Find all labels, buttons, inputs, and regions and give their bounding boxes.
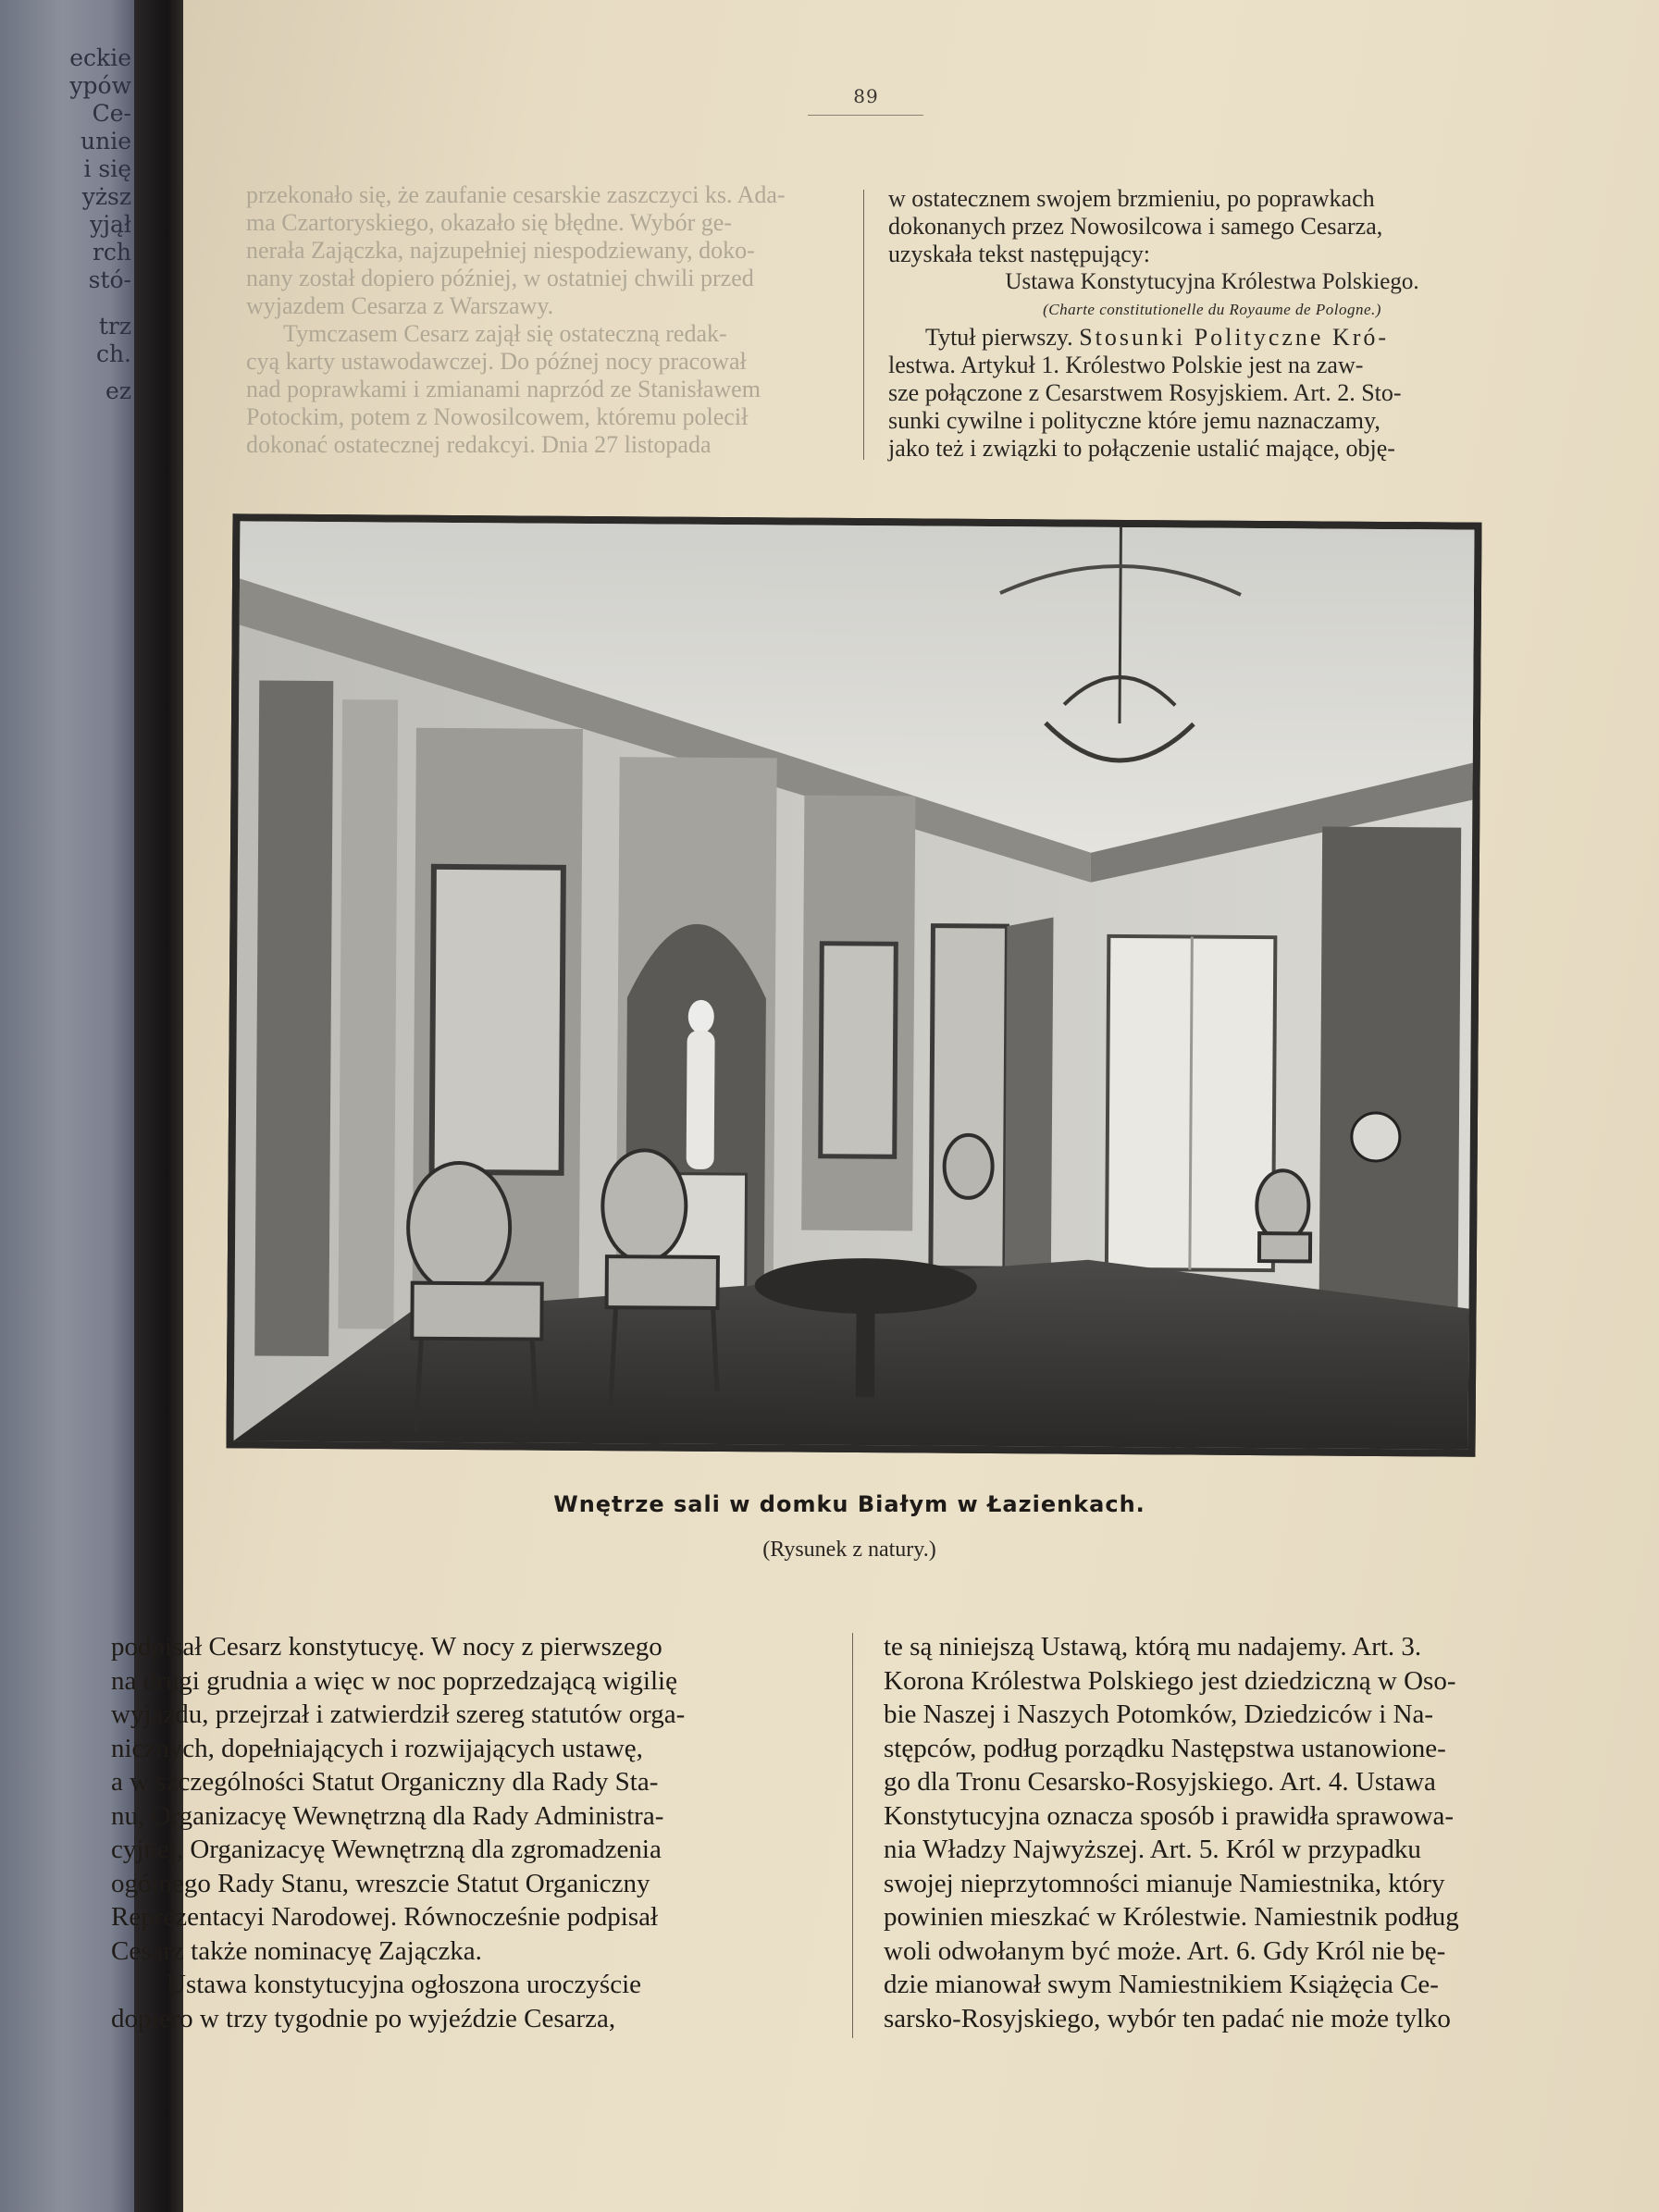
text-line: podpisał Cesarz konstytucyę. W nocy z pierwszego [111, 1632, 662, 1662]
prev-page-fragment: stó- [88, 266, 131, 293]
text-line: jako też i związki to połączenie ustalić mające, obję- [888, 435, 1395, 462]
text-line: go dla Tronu Cesarsko-Rosyjskiego. Art. 4. Ustawa [884, 1767, 1436, 1797]
page-number-rule [808, 115, 923, 116]
prev-page-fragment: eckie [69, 44, 131, 71]
text-line: Ustawa konstytucyjna ogłoszona uroczyście [167, 1970, 641, 1999]
text-line: wyjazdem Cesarza z Warszawy. [246, 292, 554, 319]
prev-page-fragment: unie [80, 128, 131, 154]
text-line: bie Naszej i Naszych Potomków, Dziedziców i Na- [884, 1699, 1434, 1729]
text-line: na drugi grudnia a więc w noc poprzedzającą wigilię [111, 1665, 677, 1696]
text-line [888, 324, 1536, 352]
top-left-column [246, 181, 838, 459]
text-line: w ostatecznem swojem brzmieniu, po poprawkach [888, 185, 1375, 212]
bottom-right-column [884, 1630, 1624, 2035]
text-line: te są niniejszą Ustawą, którą mu nadajemy. Art. 3. [884, 1632, 1422, 1662]
text-line: Reprezentacyi Narodowej. Równocześnie podpisał [111, 1902, 659, 1932]
text-line: sze połączone z Cesarstwem Rosyjskiem. Art. 2. Sto- [888, 379, 1402, 406]
text-line: nany został dopiero później, w ostatniej chwili przed [246, 265, 754, 291]
figure-caption: Wnętrze sali w domku Białym w Łazienkach. [553, 1491, 1145, 1517]
text-line: sarsko-Rosyjskiego, wybór ten padać nie może tylko [884, 2003, 1451, 2033]
prev-page-fragment: ez [105, 377, 131, 404]
top-right-column [888, 185, 1536, 463]
text-line: uzyskała tekst następujący: [888, 241, 1151, 267]
prev-page-fragment: ypów [69, 72, 131, 99]
text-line: przekonało się, że zaufanie cesarskie zaszczyci ks. Ada- [246, 181, 786, 208]
text-line: Konstytucyjna oznacza sposób i prawidła sprawowa- [884, 1800, 1455, 1831]
text-line: nad poprawkami i zmianami naprzód ze Stanisławem [246, 376, 761, 402]
text-line: dokonanych przez Nowosilcowa i samego Cesarza, [888, 213, 1383, 240]
text-line: sunki cywilne i polityczne które jemu naznaczamy, [888, 407, 1380, 434]
column-divider [863, 190, 864, 460]
text-line: cyą karty ustawodawczej. Do późnej nocy pracował [246, 348, 747, 375]
text-line: powinien mieszkać w Królestwie. Namiestnik podług [884, 1902, 1459, 1932]
text-line: Korona Królestwa Polskiego jest dziedziczną w Oso- [884, 1665, 1456, 1696]
section-subheading: (Charte constitutionelle du Royaume de Pologne.) [1043, 301, 1381, 318]
text-line: nia Władzy Najwyższej. Art. 5. Król w przypadku [884, 1835, 1421, 1864]
prev-page-fragment: ch. [95, 340, 131, 367]
prev-page-fragment: Ce- [92, 100, 131, 127]
text-line: dokonać ostatecznej redakcyi. Dnia 27 listopada [246, 431, 712, 458]
illustration-drawing [226, 513, 1481, 1456]
text-line: nicznych, dopełniających i rozwijających ustawę, [111, 1733, 643, 1763]
title-spaced: Stosunki Polityczne Kró- [1079, 324, 1390, 351]
bottom-left-column [111, 1630, 833, 2035]
column-divider [852, 1633, 853, 2038]
prev-page-fragment: i się [83, 155, 131, 182]
prev-page-fragment: yższ [81, 183, 131, 210]
prev-page-fragment: trz [98, 313, 131, 340]
text-line: woli odwołanym być może. Art. 6. Gdy Król nie bę- [884, 1935, 1446, 1966]
page-number: 89 [853, 85, 879, 107]
text-line: ogólnego Rady Stanu, wreszcie Statut Organiczny [111, 1868, 650, 1898]
text-line: Potockim, potem z Nowosilcowem, któremu polecił [246, 403, 749, 430]
text-line: swojej nieprzytomności mianuje Namiestnika, który [884, 1868, 1445, 1898]
text-line: nu, Organizacyę Wewnętrzną dla Rady Administra- [111, 1800, 664, 1831]
figure-subcaption: (Rysunek z natury.) [762, 1538, 936, 1562]
section-heading: Ustawa Konstytucyjna Królestwa Polskiego. [1005, 269, 1419, 294]
text-line: cyjnej, Organizacyę Wewnętrzną dla zgromadzenia [111, 1835, 662, 1864]
text-line: dopiero w trzy tygodnie po wyjeździe Cesarza, [111, 2003, 616, 2033]
text-line: stępców, podług porządku Następstwa ustanowione- [884, 1733, 1446, 1763]
text-line: lestwa. Artykuł 1. Królestwo Polskie jest na zaw- [888, 352, 1364, 378]
title-prefix: Tytuł pierwszy. [925, 324, 1073, 351]
interior-illustration [226, 513, 1481, 1456]
text-line: ma Czartoryskiego, okazało się błędne. Wybór ge- [246, 209, 733, 236]
text-line: a w szczególności Statut Organiczny dla Rady Sta- [111, 1767, 659, 1797]
prev-page-fragment: rch [92, 239, 131, 266]
prev-page-fragment: yjął [90, 211, 131, 238]
text-line: dzie mianował swym Namiestnikiem Książęcia Ce- [884, 1970, 1439, 1999]
text-line: wyjazdu, przejrzał i zatwierdził szereg statutów orga- [111, 1699, 686, 1729]
text-line: Cesarz także nominacyę Zajączka. [111, 1935, 482, 1966]
text-line: nerała Zajączka, najzupełniej niespodziewany, doko- [246, 237, 755, 264]
text-line: Tymczasem Cesarz zajął się ostateczną redak- [283, 320, 727, 347]
